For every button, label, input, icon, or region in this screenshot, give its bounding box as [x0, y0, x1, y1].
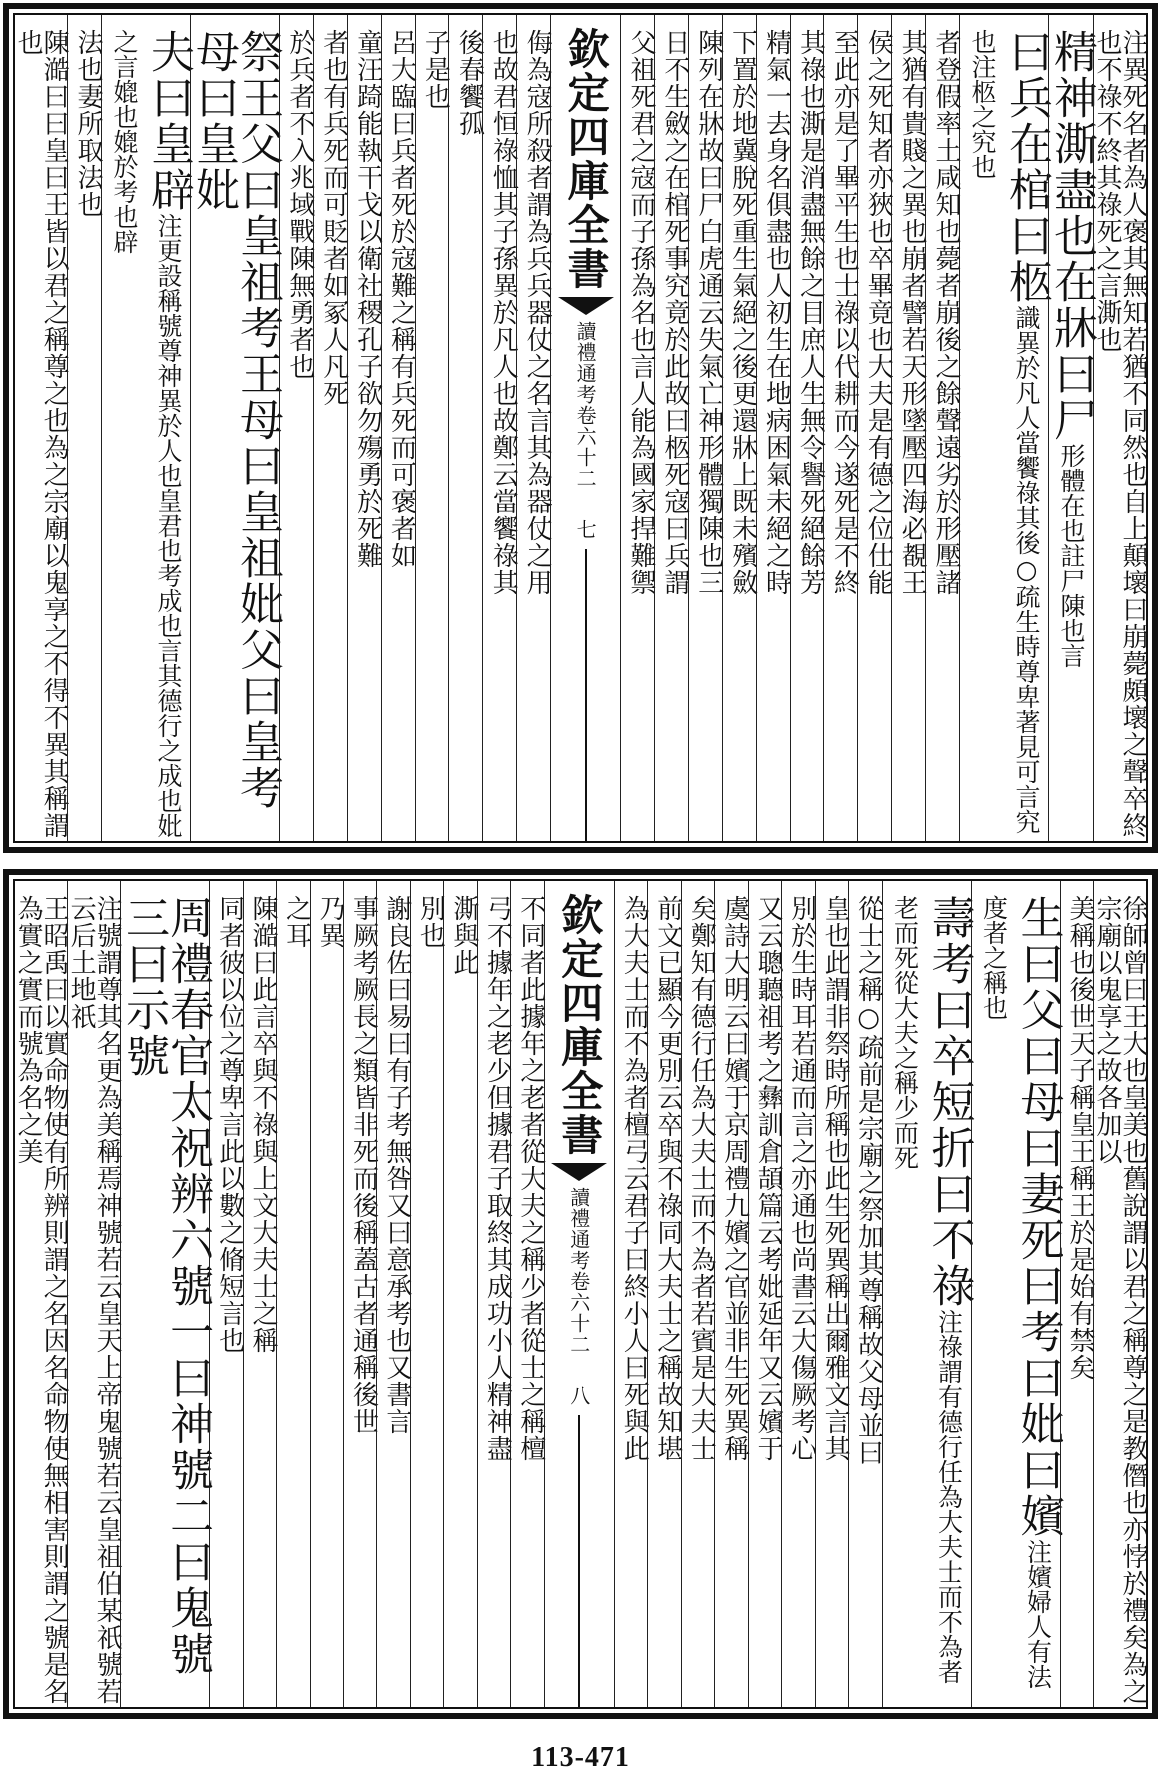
column-text: 謝良佐曰易曰有子考無咎又曰意承考也又書言 [381, 895, 412, 1435]
annotation-column [13, 15, 70, 841]
book-title: 讀禮通考 [573, 321, 598, 405]
volume-number: 卷六十二 [566, 1271, 591, 1355]
column-text: 生曰父曰母曰妻死曰考曰妣曰嬪 [1012, 895, 1064, 1539]
volume-number: 卷六十二 [573, 405, 598, 489]
annotation-column [815, 881, 851, 1707]
column-text: 為大夫士而不為者檀弓云君子曰終小人曰死與此 [619, 895, 650, 1462]
column-text: 事厥考厥長之類皆非死而後稱蓋古者通稱後世 [348, 895, 379, 1435]
column-text: 美稱也後世天子稱皇王稱王於是始有禁矣 [1065, 895, 1095, 1381]
annotation-column [654, 15, 688, 841]
bottom-page [0, 866, 1161, 1722]
column-text: 夫曰皇辟 [142, 29, 194, 213]
column-text: 陳澔曰此言卒與不祿與上文大夫士之稱 [248, 895, 279, 1354]
page-number: 113-471 [531, 1742, 630, 1773]
annotation-column [347, 15, 381, 841]
annotation-column [209, 881, 245, 1707]
annotation-column [415, 15, 449, 841]
inline-commentary: 注祿謂有德行任為大夫士而不為者老而死從大夫之稱少而死 [890, 895, 964, 1684]
main-text-column [882, 881, 975, 1707]
column-text: 壽考曰卒短折曰不祿 [923, 895, 975, 1309]
column-text: 侯之死知者亦狹也卒畢竟也大夫是有德之位仕能 [863, 29, 894, 596]
column-text: 同者彼以位之尊卑言此以數之脩短言也 [214, 895, 245, 1354]
folio-number: 八 [566, 1385, 591, 1405]
column-text: 別於生時耳若通而言之亦通也尚書云大傷厥考心 [786, 895, 817, 1462]
column-text: 又云聰聽祖考之彝訓倉頡篇云考妣延年又云嬪于 [753, 895, 784, 1462]
column-text: 日不生斂之在棺死事究竟於此故曰柩死寇曰兵謂 [659, 29, 690, 596]
column-text: 於兵者不入兆域戰陳無勇者也 [284, 29, 315, 380]
main-text-column [118, 881, 214, 1707]
annotation-column [781, 881, 817, 1707]
column-text: 父祖死君之寇而子孫為名也言人能為國家捍難禦 [625, 29, 656, 596]
column-text: 其猶有貴賤之異也崩者譬若天形墜壓四海必覩王 [897, 29, 928, 596]
fold-line [578, 1415, 580, 1707]
column-text: 者登假率土咸知也薨者崩後之餘聲遠劣於形壓諸 [931, 29, 961, 596]
column-text: 童汪踦能執干戈以衛社稷孔子欲勿殤勇於死難 [352, 29, 383, 569]
column-text: 徐師曾曰王大也皇美也舊說謂以君之稱尊之是教僭也亦悖於禮矣為之宗廟以鬼享之故各加以 [1092, 895, 1148, 1705]
annotation-column [343, 881, 379, 1707]
annotation-column [1060, 881, 1093, 1707]
annotation-column [243, 881, 279, 1707]
column-text: 陳列在牀故曰尸白虎通云失氣亡神形體獨陳也三 [693, 29, 724, 596]
fish-tail-mark-icon [558, 297, 614, 315]
main-text-column [1046, 15, 1097, 841]
annotation-column [722, 15, 756, 841]
column-text: 虞詩大明云曰嬪于京周禮九嬪之官並非生死異稱 [719, 895, 750, 1462]
annotation-column [891, 15, 928, 841]
column-text: 之耳 [281, 895, 312, 949]
column-text: 精神澌盡也在牀曰尸 [1046, 29, 1097, 443]
main-text-column [959, 15, 1052, 841]
annotation-column [925, 15, 959, 841]
annotation-column [681, 881, 717, 1707]
column-text: 曰兵在棺曰柩 [1001, 29, 1052, 305]
column-text: 呂大臨曰兵者死於寇難之稱有兵死而可褒者如 [386, 29, 417, 569]
annotation-column [647, 881, 683, 1707]
column-text: 別也 [415, 895, 446, 949]
annotation-column [279, 15, 313, 841]
annotation-column [748, 881, 784, 1707]
main-text-column [187, 15, 283, 841]
annotation-column [688, 15, 722, 841]
annotation-column [67, 15, 101, 841]
center-fold-column [544, 881, 614, 1707]
annotation-column [276, 881, 312, 1707]
column-text: 矣鄭知有德行任為大夫士而不為者若賓是大夫士 [686, 895, 717, 1462]
text-columns [15, 881, 1146, 1707]
annotation-column [410, 881, 446, 1707]
column-text: 至此亦是了畢平生也士祿以代耕而今遂死是不終 [829, 29, 860, 596]
annotation-column [714, 881, 750, 1707]
column-text: 乃異 [314, 895, 345, 949]
column-text: 者也有兵死而可貶者如冢人凡死 [318, 29, 349, 407]
fold-line [585, 549, 587, 841]
annotation-column [1093, 881, 1146, 1707]
annotation-column [448, 15, 485, 841]
column-text: 其祿也澌是消盡無餘之目庶人生無令譽死絕餘芳 [795, 29, 826, 596]
annotation-column [848, 881, 884, 1707]
annotation-column [443, 881, 479, 1707]
text-columns [15, 15, 1146, 841]
annotation-column [482, 15, 519, 841]
folio-number: 七 [573, 519, 598, 539]
column-text: 周禮春官太祝辨六號一曰神號二曰鬼號三曰示號 [118, 895, 214, 1677]
annotation-column [614, 881, 650, 1707]
annotation-column [310, 881, 343, 1707]
annotation-column [620, 15, 654, 841]
column-text: 後春饗孤 [454, 29, 485, 137]
top-page [0, 0, 1161, 856]
annotation-column [516, 15, 553, 841]
column-text: 法也妻所取法也 [72, 29, 103, 218]
annotation-column [510, 881, 546, 1707]
annotation-column [13, 881, 70, 1707]
main-text-column [971, 881, 1064, 1707]
inline-commentary: 注更設稱號尊神異於人也皇君也考成也言其德行之成也妣之言媲也媲於考也辟 [109, 29, 183, 838]
annotation-column [376, 881, 412, 1707]
annotation-column [756, 15, 790, 841]
inline-commentary: 識異於凡人當饗祿其後○疏生時尊卑著見可言究也注柩之究也 [968, 29, 1041, 834]
column-text: 注異死名者為人褒其無知若猶不同然也自上顛壞曰崩薨頗壞之聲卒終也不祿不終其祿死之言澌也 [1092, 29, 1148, 839]
annotation-column [823, 15, 860, 841]
column-text: 下置於地冀脫死重生氣絕之後更還牀上既未殯斂 [727, 29, 758, 596]
center-fold-column [550, 15, 620, 841]
column-text: 侮為寇所殺者謂為兵兵器仗之名言其為器仗之用 [522, 29, 553, 596]
annotation-column [477, 881, 513, 1707]
annotation-column [1093, 15, 1146, 841]
annotation-column [857, 15, 894, 841]
column-text: 王昭禹曰以實命物使有所辨則謂之名因名命物使無相害則謂之號是名為實之實而號為名之美 [13, 895, 70, 1705]
column-text: 精氣一去身名俱盡也人初生在地病困氣未絕之時 [761, 29, 792, 596]
column-text: 皇也此謂非祭時所稱也此生死異稱出爾雅文言其 [820, 895, 851, 1462]
column-text: 祭王父曰皇祖考王母曰皇祖妣父曰皇考母曰皇妣 [187, 29, 283, 811]
inline-commentary: 注嬪婦人有法度者之稱也 [979, 895, 1053, 1689]
column-text: 陳澔曰曰皇曰王皆以君之稱尊之也為之宗廟以鬼享之不得不異其稱謂也 [13, 29, 70, 839]
book-title: 讀禮通考 [566, 1187, 591, 1271]
collection-title: 欽定四庫全書 [561, 27, 611, 291]
column-text: 也故君恒祿恤其子孫異於凡人也故鄭云當饗祿其 [488, 29, 519, 596]
column-text: 澌與此 [448, 895, 479, 976]
annotation-column [313, 15, 347, 841]
column-text: 不同者此據年之老者從大夫之稱少者從士之稱檀 [515, 895, 546, 1462]
annotation-column [381, 15, 415, 841]
annotation-column [790, 15, 824, 841]
fish-tail-mark-icon [551, 1163, 607, 1181]
annotation-column [66, 881, 123, 1707]
inline-commentary: 形體在也註尸陳也言 [1057, 443, 1086, 668]
column-text: 前文已顯今更別云卒與不祿同大夫士之稱故知堪 [652, 895, 683, 1462]
column-text: 從士之稱○疏前是宗廟之祭加其尊稱故父母並曰 [853, 895, 884, 1466]
column-text: 注號謂尊其名更為美稱焉神號若云皇天上帝鬼號若云皇祖伯某祇號若云后土地祇 [66, 895, 123, 1705]
column-text: 子是也 [420, 29, 451, 110]
column-text: 弓不據年之老少但據君子取終其成功小人精神盡 [482, 895, 513, 1462]
main-text-column [101, 15, 194, 841]
collection-title: 欽定四庫全書 [555, 893, 605, 1157]
